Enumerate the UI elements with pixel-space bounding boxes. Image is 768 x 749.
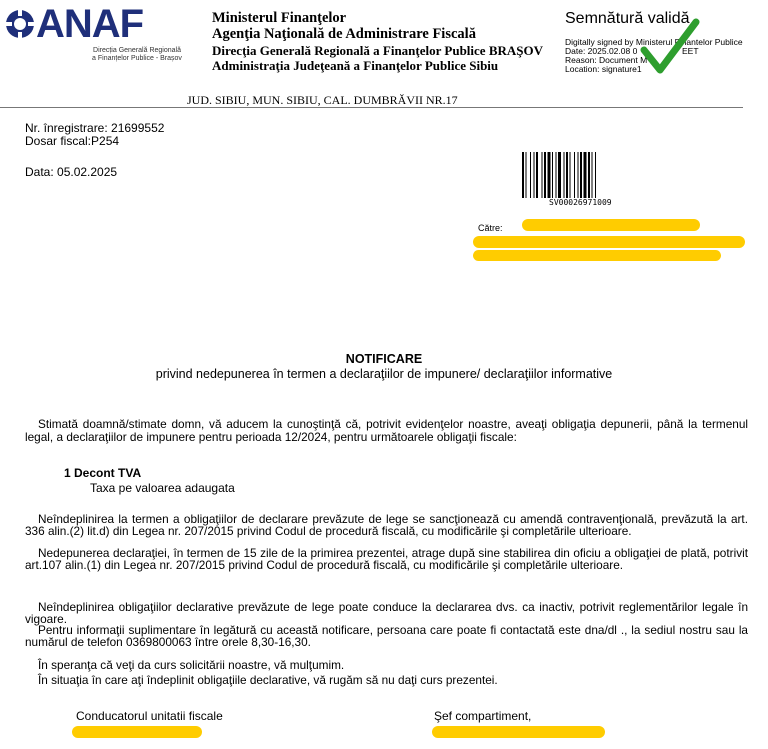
signature-date-tz: EET bbox=[682, 46, 699, 56]
barcode-bar bbox=[558, 152, 561, 198]
redaction-recipient-name bbox=[522, 219, 700, 231]
obligation-title: 1 Decont TVA bbox=[64, 466, 142, 480]
barcode-bar bbox=[544, 152, 546, 198]
barcode-bar bbox=[588, 152, 590, 198]
barcode-bar bbox=[595, 152, 596, 198]
paragraph-disregard: În situaţia în care aţi îndeplinit obligaţiile declarative, vă rugăm să nu daţi curs prezentei. bbox=[38, 673, 498, 687]
barcode-bar bbox=[564, 152, 565, 198]
logo-subtitle bbox=[82, 47, 192, 63]
logo-subtitle-line1: Direcția Generală Regională bbox=[93, 47, 181, 54]
barcode-bar bbox=[574, 152, 575, 198]
header-agency: Agenţia Naţională de Administrare Fiscală bbox=[212, 26, 476, 42]
signature-date: Date: 2025.02.08 0 bbox=[565, 46, 638, 56]
recipient-label: Către: bbox=[478, 223, 503, 233]
barcode-bar bbox=[548, 152, 551, 198]
barcode-bar bbox=[526, 152, 527, 198]
barcode-number: SV00026971009 bbox=[549, 198, 612, 207]
intro-paragraph: Stimată doamnă/stimate domn, vă aducem la cunoştinţă că, potrivit evidenţelor noastre, aveaţi obligaţia depunerii, până la termenul legal, a declaraţiilor de impunere pentru perioada 12/2024, pentru următoarele obligaţii fiscale: bbox=[25, 417, 748, 444]
registration-number: Nr. înregistrare: 21699552 bbox=[25, 121, 165, 135]
barcode-bar bbox=[556, 152, 557, 198]
paragraph-contact: Pentru informaţii suplimentare în legătură cu această notificare, persoana care poate fi contactată este dna/dl ., la sediul nostru sau la numărul de telefon 0369800063 între orele 8,30-16,30. bbox=[25, 623, 748, 649]
barcode-bar bbox=[534, 152, 535, 198]
anaf-emblem-icon bbox=[4, 8, 36, 40]
fiscal-file: Dosar fiscal:P254 bbox=[25, 134, 120, 148]
barcode-bar bbox=[592, 152, 593, 198]
logo-subtitle-line2: a Finanțelor Publice - Brașov bbox=[92, 55, 182, 62]
notice-title: NOTIFICARE bbox=[345, 352, 423, 366]
header-ministry: Ministerul Finanţelor bbox=[212, 10, 347, 26]
header-directorate: Direcţia Generală Regională a Finanţelor Publice BRAŞOV bbox=[212, 43, 543, 58]
anaf-logo-text: ANAF bbox=[36, 2, 144, 46]
barcode-bar bbox=[536, 152, 538, 198]
redaction-recipient-address-line1 bbox=[473, 236, 745, 248]
barcode-bar bbox=[580, 152, 582, 198]
redaction-department-name bbox=[432, 726, 605, 738]
obligation-description: Taxa pe valoarea adaugata bbox=[90, 481, 235, 495]
redaction-head-name bbox=[72, 726, 202, 738]
notice-subtitle: privind nedepunerea în termen a declaraţiilor de impunere/ declaraţiilor informative bbox=[155, 367, 613, 381]
signature-reason: Reason: Document M bbox=[565, 55, 648, 65]
document-date: Data: 05.02.2025 bbox=[25, 165, 118, 179]
barcode-bar bbox=[584, 152, 587, 198]
barcode-bar bbox=[522, 152, 524, 198]
paragraph-sanction: Neîndeplinirea la termen a obligaţiilor de declarare prevăzute de lege se sancţionează cu amendă contravenţională, prevăzută la art. 336 alin.(2) lit.d) din Legea nr. 207/2015 privind Codul de procedură fiscală, cu modificările şi completările ulterioare. bbox=[25, 512, 748, 538]
barcode-bar bbox=[542, 152, 543, 198]
header-divider bbox=[0, 107, 743, 108]
signature-location: Location: signature1 bbox=[565, 64, 642, 74]
paragraph-thanks: În speranţa că veţi da curs solicitării noastre, vă mulţumim. bbox=[38, 658, 345, 672]
paragraph-ex-officio: Nedepunerea declaraţiei, în termen de 15 zile de la primirea prezentei, atrage după sine stabilirea din oficiu a obligaţiei de plată, potrivit art.107 alin.(1) din Legea nr. 207/2015 privind Codul de procedură fiscală, cu modificările şi completările ulterioare. bbox=[25, 546, 748, 572]
barcode-bar bbox=[570, 152, 571, 198]
redaction-recipient-address-line2 bbox=[473, 250, 721, 261]
checkmark-icon bbox=[640, 18, 700, 76]
barcode-bar bbox=[578, 152, 579, 198]
signature-signed-by: Digitally signed by Ministerul Finantelor Publice bbox=[565, 37, 743, 47]
signatory-department-label: Şef compartiment, bbox=[434, 709, 532, 723]
office-address: JUD. SIBIU, MUN. SIBIU, CAL. DUMBRĂVII NR.17 bbox=[187, 93, 458, 107]
barcode bbox=[522, 152, 646, 198]
barcode-bar bbox=[530, 152, 531, 198]
signature-title: Semnătură validă bbox=[565, 10, 690, 27]
barcode-bar bbox=[552, 152, 553, 198]
barcode-bar bbox=[566, 152, 568, 198]
paragraph-inactive: Neîndeplinirea obligaţiilor declarative prevăzute de lege poate conduce la declararea dvs. ca inactiv, potrivit reglementărilor legale în vigoare. bbox=[25, 600, 748, 626]
signatory-head-label: Conducatorul unitatii fiscale bbox=[76, 709, 223, 723]
header-administration: Administraţia Judeţeană a Finanţelor Publice Sibiu bbox=[212, 58, 499, 73]
